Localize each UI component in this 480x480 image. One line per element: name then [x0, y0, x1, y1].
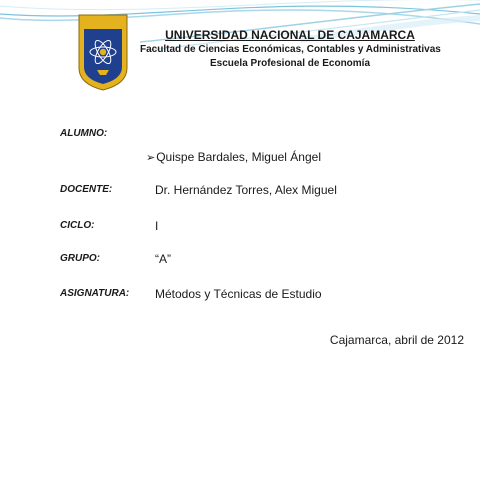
ciclo-label: CICLO: — [60, 220, 95, 231]
place-date: Cajamarca, abril de 2012 — [329, 333, 464, 347]
grupo-label: GRUPO: — [60, 253, 100, 264]
asignatura-value: Métodos y Técnicas de Estudio — [155, 287, 322, 301]
alumno-label: ALUMNO: — [60, 128, 108, 139]
school-name: Escuela Profesional de Economía — [209, 58, 371, 69]
grupo-value: “A” — [155, 252, 171, 266]
arrow-bullet-icon: ➢ — [146, 152, 156, 164]
alumno-name: Quispe Bardales, Miguel Ángel — [156, 150, 321, 164]
docente-label: DOCENTE: — [60, 184, 113, 195]
ciclo-value: I — [155, 219, 159, 233]
university-name: UNIVERSIDAD NACIONAL DE CAJAMARCA — [165, 28, 415, 42]
alumno-value — [146, 150, 321, 164]
university-shield-atom-icon — [76, 12, 130, 92]
institution-header — [140, 28, 440, 71]
docente-value: Dr. Hernández Torres, Alex Miguel — [155, 183, 337, 197]
faculty-name: Facultad de Ciencias Económicas, Contables y Administrativas — [140, 44, 441, 55]
asignatura-label: ASIGNATURA: — [60, 288, 130, 299]
